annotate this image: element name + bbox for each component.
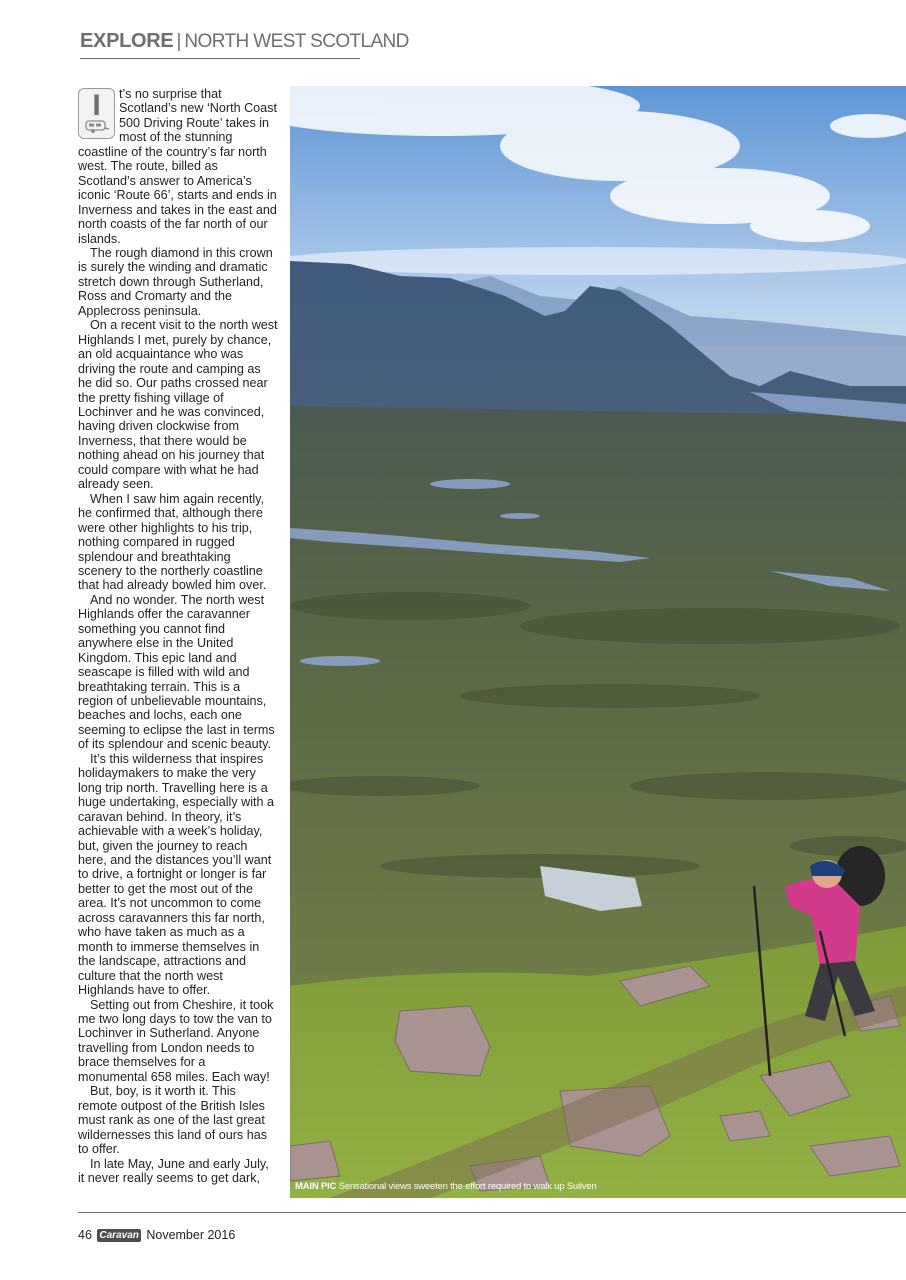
landscape-illustration [290,86,906,1198]
paragraph-text: t’s no surprise that Scotland’s new ‘North Coast 500 Driving Route’ takes in most of the stunning coastline of the country’s far north west. The route, billed as Scotland’s answer to America’s iconic ‘Route 66’, starts and ends in Inverness and takes in the east and north coasts of the far north of our islands. [78,87,277,246]
article-paragraph [78,87,278,246]
issue-date: November 2016 [146,1228,236,1242]
header-separator: | [176,31,182,52]
section-label: EXPLORE [80,30,174,52]
photo-caption [295,1181,597,1192]
article-paragraph: And no wonder. The north west Highlands offer the caravanner something you cannot find anywhere else in the United Kingdom. This epic land and seascape is filled with wild and breathtaking terrain. This is a region of unbelievable mountains, beaches and lochs, each one seeming to eclipse the last in terms of its splendour and scenic beauty. [78,592,275,752]
page-number: 46 [78,1228,92,1242]
article-paragraph: On a recent visit to the north west Highlands I met, purely by chance, an old acquaintance who was driving the route and camping as he did so. Our paths crossed near the pretty fishing village of Lochinver and he was convinced, having driven clockwise from Inverness, that there would be nothing ahead on his journey that could compare with what he had already seen. [78,318,278,492]
caption-text: Sensational views sweeten the effort required to walk up Suilven [338,1181,597,1192]
article-paragraph: The rough diamond in this crown is surely the winding and dramatic stretch down through Sutherland, Ross and Cromarty and the Applecross peninsula. [78,245,273,318]
article-paragraph: Setting out from Cheshire, it took me two long days to tow the van to Lochinver in Sutherland. Anyone travelling from London needs to brace themselves for a monumental 658 miles. Each way! [78,997,274,1084]
dropcap-letter: I [92,89,101,122]
caravan-icon [84,120,110,134]
article-paragraph: It’s this wilderness that inspires holidaymakers to make the very long trip north. Travelling here is a huge undertaking, especially with a caravan behind. In theory, it’s achievable with a week’s holiday, but, given the journey to reach here, and the distances you’ll want to drive, a fortnight or longer is far better to get the most out of the area. It’s not uncommon to come across caravanners this far north, who have taken as much as a month to immerse themselves in the landscape, attractions and culture that the north west Highlands have to offer. [78,751,275,998]
article-paragraph: In late May, June and early July, it never really seems to get dark, [78,1156,269,1185]
region-label: NORTH WEST SCOTLAND [184,31,409,52]
article-paragraph: But, boy, is it worth it. This remote outpost of the British Isles must rank as one of the last great wildernesses this land of ours has to offer. [78,1084,268,1157]
page-footer [78,1228,235,1242]
section-header [80,30,409,59]
article-body [78,87,278,1185]
article-paragraph: When I saw him again recently, he confirmed that, although there were other highlights to his trip, nothing compared in rugged splendour and breathtaking scenery to the northerly coastline that had already bowled him over. [78,491,267,593]
dropcap [78,88,115,139]
footer-divider [78,1212,906,1213]
magazine-logo: Caravan [99,1230,139,1241]
caption-label: MAIN PIC [295,1181,337,1192]
main-photo [290,86,906,1198]
